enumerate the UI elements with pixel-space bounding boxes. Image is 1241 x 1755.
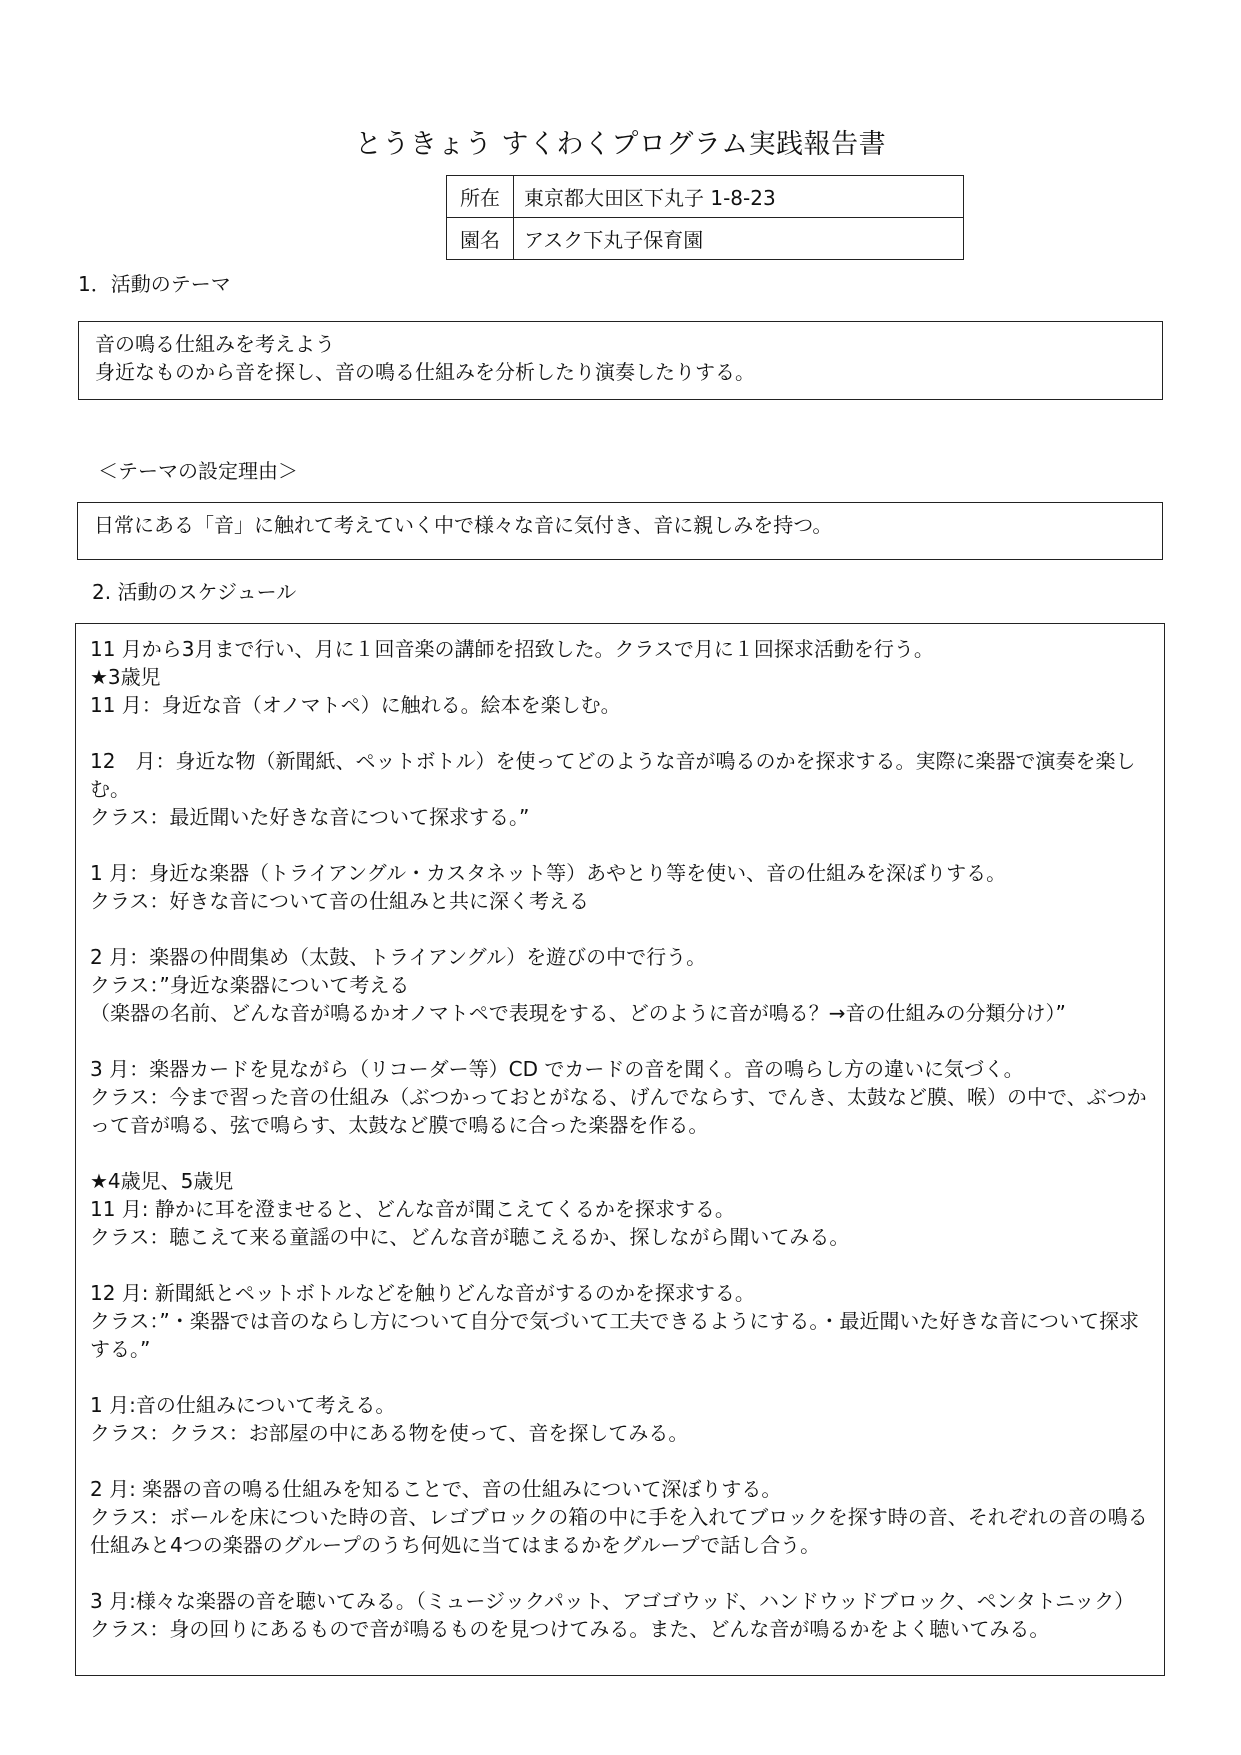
reason-box [77,502,1163,560]
schedule-line: クラス：今まで習った音の仕組み（ぶつかっておとがなる、げんでならす、でんき、太鼓など膜、喉）の中で、ぶつかって音が鳴る、弦で鳴らす、太鼓など膜で鳴るに合った楽器を作る。 [90,1085,1147,1137]
table-row [447,218,964,260]
schedule-paragraph [90,1279,1150,1363]
schedule-line: 1 月：身近な楽器（トライアングル・カスタネット等）あやとり等を使い、音の仕組みを深ぼりする。 [90,861,1007,885]
age-group-heading: ★4歳児、5歳児 [90,1169,234,1193]
schedule-paragraph [90,635,1150,719]
schedule-paragraph [90,1167,1150,1251]
schedule-line: 2 月：楽器の仲間集め（太鼓、トライアングル）を遊びの中で行う。 [90,945,707,969]
schedule-line: クラス：クラス：お部屋の中にある物を使って、音を探してみる。 [90,1421,689,1445]
schedule-line: クラス：好きな音について音の仕組みと共に深く考える [90,889,589,913]
schedule-paragraph [90,1587,1150,1643]
reason-heading: ＜テーマの設定理由＞ [98,459,298,483]
facility-name-label: 園名 [447,218,514,260]
schedule-line: 11 月：身近な音（オノマトペ）に触れる。絵本を楽しむ。 [90,693,621,717]
document-title: とうきょう すくわくプログラム実践報告書 [354,129,887,160]
schedule-line: 12 月：身近な物（新聞紙、ペットボトル）を使ってどのような音が鳴るのかを探求する。実際に楽器で演奏を楽しむ。 [90,749,1136,801]
schedule-box [75,623,1165,1676]
schedule-line: クラス：”身近な楽器について考える [90,973,410,997]
table-row [447,176,964,218]
schedule-line: 3 月：楽器カードを見ながら（リコーダー等）CD でカードの音を聞く。音の鳴らし方の違いに気づく。 [90,1057,1024,1081]
schedule-line: クラス：ボールを床についた時の音、レゴブロックの箱の中に手を入れてブロックを探す時の音、それぞれの音の鳴る仕組みと4つの楽器のグループのうち何処に当てはまるかをグループで話し合う。 [90,1505,1148,1557]
section2-heading: 2. 活動のスケジュール [92,580,297,604]
theme-title: 音の鳴る仕組みを考えよう [95,332,335,356]
age-group-heading: ★3歳児 [90,665,161,689]
schedule-line: 12 月: 新聞紙とペットボトルなどを触りどんな音がするのかを探求する。 [90,1281,755,1305]
schedule-line: 1 月:音の仕組みについて考える。 [90,1393,396,1417]
facility-name-value: アスク下丸子保育園 [514,218,964,260]
theme-description: 身近なものから音を探し、音の鳴る仕組みを分析したり演奏したりする。 [95,360,755,384]
schedule-paragraph [90,1475,1150,1559]
schedule-paragraph [90,943,1150,1027]
section1-heading: 1．活動のテーマ [78,272,231,296]
schedule-line: クラス：最近聞いた好きな音について探求する。” [90,805,530,829]
schedule-line: （楽器の名前、どんな音が鳴るかオノマトペで表現をする、どのように音が鳴る？→音の仕組みの分類分け）” [90,1001,1066,1025]
schedule-line: 3 月:様々な楽器の音を聴いてみる。（ミュージックパット、アゴゴウッド、ハンドウッドブロック、ペンタトニック） [90,1589,1135,1613]
schedule-line: 2 月: 楽器の音の鳴る仕組みを知ることで、音の仕組みについて深ぼりする。 [90,1477,782,1501]
schedule-paragraph [90,1391,1150,1447]
schedule-paragraph [90,747,1150,831]
schedule-line: クラス：聴こえて来る童謡の中に、どんな音が聴こえるか、探しながら聞いてみる。 [90,1225,850,1249]
theme-box [78,321,1163,400]
schedule-line: クラス：”・楽器では音のならし方について自分で気づいて工夫できるようにする。・最近聞いた好きな音について探求する。” [90,1309,1139,1361]
schedule-line: 11 月から3月まで行い、月に１回音楽の講師を招致した。クラスで月に１回探求活動を行う。 [90,637,934,661]
schedule-line: 11 月: 静かに耳を澄ませると、どんな音が聞こえてくるかを探求する。 [90,1197,735,1221]
schedule-paragraph [90,859,1150,915]
schedule-line: クラス：身の回りにあるもので音が鳴るものを見つけてみる。また、どんな音が鳴るかをよく聴いてみる。 [90,1617,1050,1641]
schedule-paragraph [90,1055,1150,1139]
facility-info-table [446,175,964,260]
reason-text: 日常にある「音」に触れて考えていく中で様々な音に気付き、音に親しみを持つ。 [94,513,833,537]
location-label: 所在 [447,176,514,218]
location-value: 東京都大田区下丸子 1-8-23 [514,176,964,218]
